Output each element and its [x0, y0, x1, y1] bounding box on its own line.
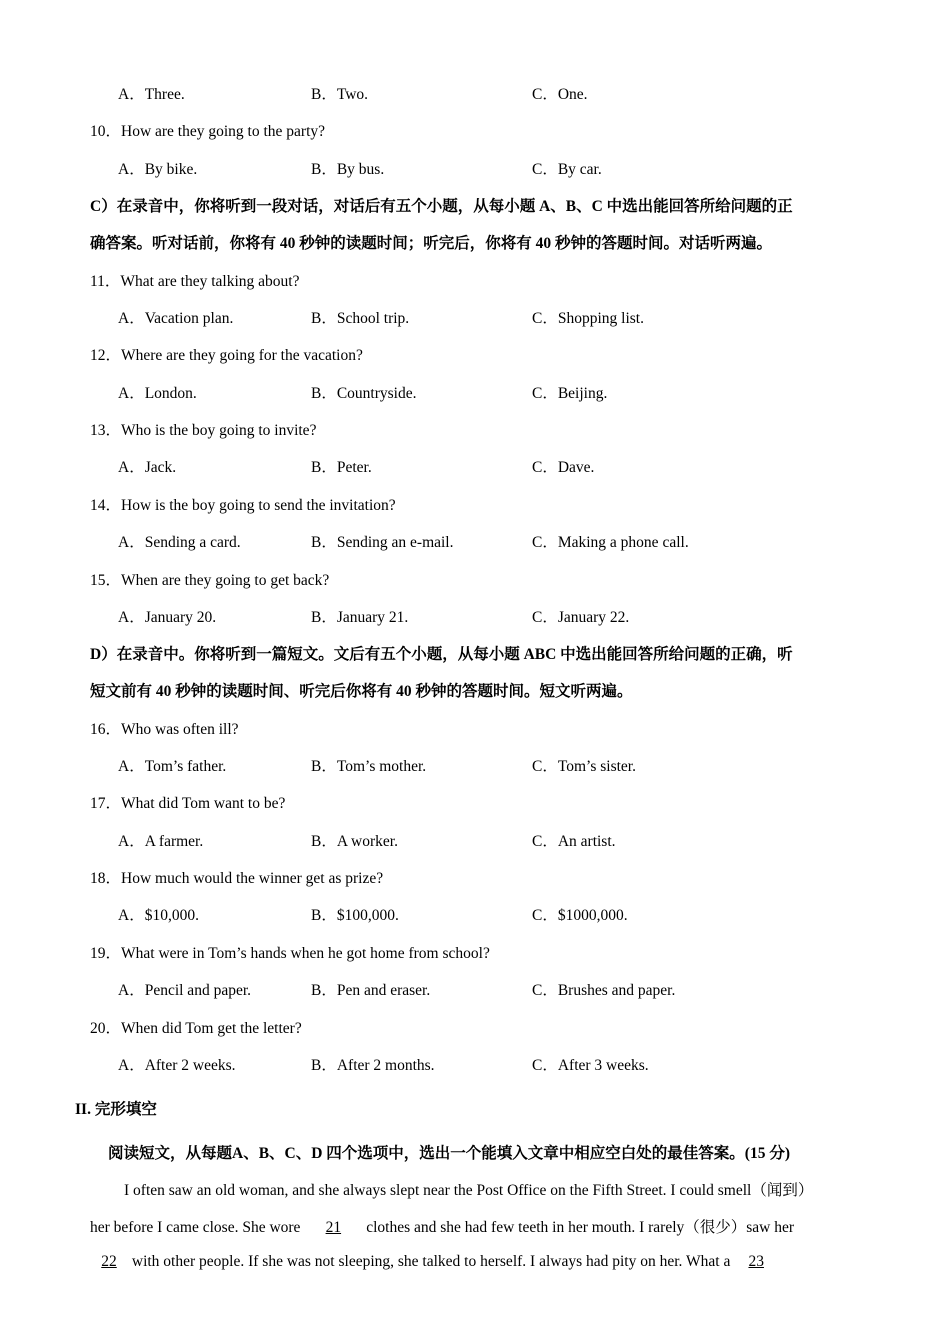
blank-22: 22: [101, 1253, 117, 1270]
option-c: C．$1000,000.: [532, 907, 628, 924]
option-a: A．London.: [118, 385, 197, 402]
q9-option-c: C．One.: [532, 86, 588, 103]
passage-line-1: I often saw an old woman, and she always slept near the Post Office on the Fifth Street. I could smell（闻到）: [124, 1182, 814, 1199]
passage-line-2: [90, 1215, 794, 1237]
option-b: B．After 2 months.: [311, 1057, 435, 1074]
option-a: A．Sending a card.: [118, 534, 241, 551]
part2-instruction: 阅读短文，从每题A、B、C、D 四个选项中，选出一个能填入文章中相应空白处的最佳答案。(15 分): [108, 1145, 790, 1162]
option-b: B．A worker.: [311, 833, 398, 850]
section-c-instruction-line1: C）在录音中，你将听到一段对话，对话后有五个小题，从每小题 A、B、C 中选出能回答所给问题的正: [90, 198, 793, 215]
option-a: A．By bike.: [118, 161, 198, 178]
option-a: A．January 20.: [118, 609, 217, 626]
question-stem: 18．How much would the winner get as prize?: [90, 870, 384, 887]
option-a: A．$10,000.: [118, 907, 199, 924]
question-stem: 12．Where are they going for the vacation?: [90, 347, 363, 364]
option-b: B．$100,000.: [311, 907, 399, 924]
option-b: B．Tom’s mother.: [311, 758, 427, 775]
question-stem: 17．What did Tom want to be?: [90, 795, 286, 812]
section-d-instruction-line2: 短文前有 40 秒钟的读题时间、听完后你将有 40 秒钟的答题时间。短文听两遍。: [90, 683, 633, 700]
q9-option-b: B．Two.: [311, 86, 369, 103]
option-a: A．After 2 weeks.: [118, 1057, 236, 1074]
q9-option-a: A．Three.: [118, 86, 185, 103]
option-b: B．School trip.: [311, 310, 410, 327]
option-c: C．By car.: [532, 161, 602, 178]
part2-heading: II. 完形填空: [75, 1101, 157, 1118]
option-c: C．After 3 weeks.: [532, 1057, 649, 1074]
option-a: A．Tom’s father.: [118, 758, 227, 775]
option-b: B．Sending an e-mail.: [311, 534, 454, 551]
section-d-instruction-line1: D）在录音中。你将听到一篇短文。文后有五个小题，从每小题 ABC 中选出能回答所给问题的正确，听: [90, 646, 793, 663]
option-b: B．Countryside.: [311, 385, 417, 402]
question-stem: 19．What were in Tom’s hands when he got home from school?: [90, 945, 490, 962]
section-c-instruction-line2: 确答案。听对话前，你将有 40 秒钟的读题时间；听完后，你将有 40 秒钟的答题时间。对话听两遍。: [90, 235, 773, 252]
option-c: C．Tom’s sister.: [532, 758, 636, 775]
passage-text: clothes and she had few teeth in her mouth. I rarely（很少）saw her: [362, 1219, 795, 1236]
option-b: B．Peter.: [311, 459, 372, 476]
question-stem: 20．When did Tom get the letter?: [90, 1020, 302, 1037]
question-stem: 11．What are they talking about?: [90, 273, 300, 290]
option-c: C．Shopping list.: [532, 310, 644, 327]
option-c: C．Dave.: [532, 459, 595, 476]
question-stem: 14．How is the boy going to send the invitation?: [90, 497, 396, 514]
question-stem: 10．How are they going to the party?: [90, 123, 326, 140]
passage-text: with other people. If she was not sleeping, she talked to herself. I always had pity on her. What a: [128, 1253, 735, 1270]
option-b: B．By bus.: [311, 161, 385, 178]
option-c: C．Making a phone call.: [532, 534, 689, 551]
option-c: C．Beijing.: [532, 385, 608, 402]
option-a: A．A farmer.: [118, 833, 204, 850]
question-stem: 13．Who is the boy going to invite?: [90, 422, 317, 439]
question-stem: 16．Who was often ill?: [90, 721, 239, 738]
passage-line-3: [90, 1253, 778, 1271]
option-c: C．An artist.: [532, 833, 616, 850]
passage-text: her before I came close. She wore: [90, 1219, 305, 1236]
question-stem: 15．When are they going to get back?: [90, 572, 330, 589]
option-b: B．January 21.: [311, 609, 409, 626]
option-a: A．Pencil and paper.: [118, 982, 252, 999]
blank-23: 23: [748, 1253, 764, 1270]
option-c: C．Brushes and paper.: [532, 982, 676, 999]
option-a: A．Jack.: [118, 459, 177, 476]
option-b: B．Pen and eraser.: [311, 982, 431, 999]
blank-21: 21: [325, 1219, 342, 1236]
option-c: C．January 22.: [532, 609, 630, 626]
option-a: A．Vacation plan.: [118, 310, 234, 327]
